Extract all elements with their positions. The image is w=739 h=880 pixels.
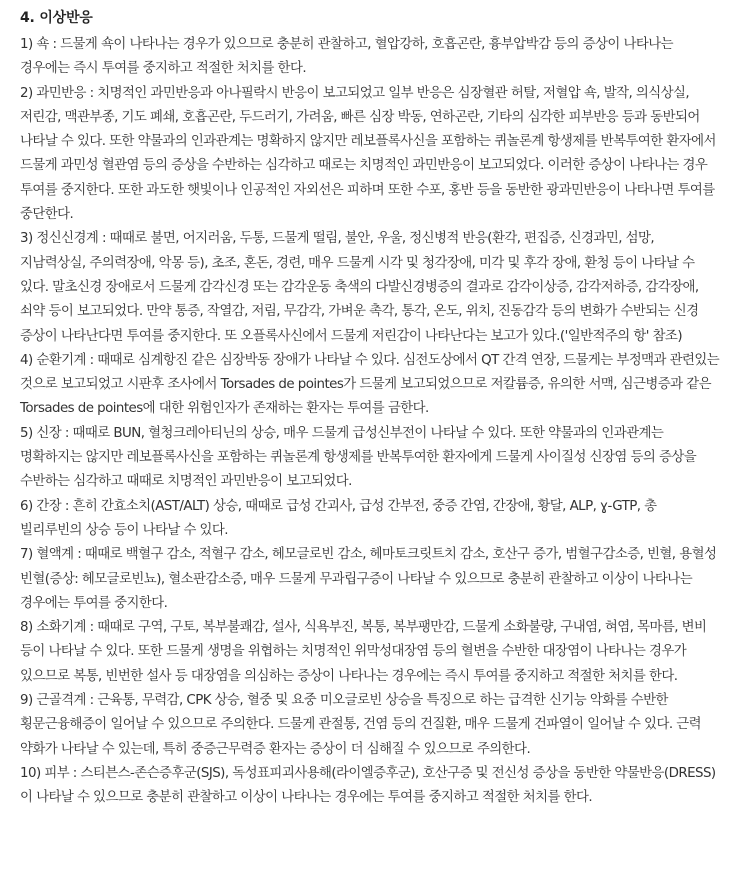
- item-skin: 10) 피부 : 스티븐스-존슨증후군(SJS), 독성표피괴사용해(라이엘증후군), 호산구증 및 전신성 증상을 동반한 약물반응(DRESS)이 나타날 수 있으므로 충분히 관찰하고 이상이 나타나는 경우에는 투여를 중지하고 적절한 처치를 한다.: [20, 765, 716, 806]
- item-hypersensitivity: 2) 과민반응 : 치명적인 과민반응과 아나필락시 반응이 보고되었고 일부 반응은 심장혈관 허탈, 저혈압 쇽, 발작, 의식상실, 저린감, 맥관부종, 기도 폐쇄, 호흡곤란, 두드러기, 가려움, 빠른 심장 박동, 연하곤란, 기타의 심각한 피부반응 등과 동반되어 나타날 수 있다. 또한 약물과의 인과관계는 명확하지 않지만 레보플록사신을 포함하는 퀴놀론계 항생제를 반복투여한 환자에서 드물게 과민성 혈관염 등의 증상을 수반하는 심각하고 때로는 치명적인 과민반응이 보고되었다. 이러한 증상이 나타나는 경우 투여를 중지한다. 또한 과도한 햇빛이나 인공적인 자외선은 피하며 또한 수포, 홍반 등을 동반한 광과민반응이 나타나면 투여를 중단한다.: [20, 85, 716, 223]
- item-shock: 1) 쇽 : 드물게 쇽이 나타나는 경우가 있으므로 충분히 관찰하고, 혈압강하, 호흡곤란, 흉부압박감 등의 증상이 나타나는 경우에는 즉시 투여를 중지하고 적절한 처치를 한다.: [20, 37, 674, 77]
- item-hepatic: 6) 간장 : 흔히 간효소치(AST/ALT) 상승, 때때로 급성 간괴사, 급성 간부전, 중증 간염, 간장애, 황달, ALP, ɣ-GTP, 총 빌리루빈의 상승 등이 나타날 수 있다.: [20, 498, 657, 538]
- item-musculoskeletal: 9) 근골격계 : 근육통, 무력감, CPK 상승, 혈중 및 요중 미오글로빈 상승을 특징으로 하는 급격한 신기능 악화를 수반한 횡문근융해증이 일어날 수 있으므로 주의한다. 드물게 관절통, 건염 등의 건질환, 매우 드물게 건파열이 일어날 수 있다. 근력 약화가 나타날 수 있는데, 특히 중증근무력증 환자는 증상이 더 심해질 수 있으므로 주의한다.: [20, 693, 702, 757]
- item-neuropsychiatric: 3) 정신신경계 : 때때로 불면, 어지러움, 두통, 드물게 떨림, 불안, 우울, 정신병적 반응(환각, 편집증, 신경과민, 섬망, 지남력상실, 주의력장애, 악몽 등), 초조, 혼돈, 경련, 매우 드물게 시각 및 청각장애, 미각 및 후각 장애, 환청 등이 나타날 수 있다. 말초신경 장애로서 드물게 감각신경 또는 감각운동 축색의 다발신경병증의 결과로 감각이상증, 감각저하증, 감각장애, 쇠약 등이 보고되었다. 만약 통증, 작열감, 저림, 무감각, 가벼운 촉각, 통각, 온도, 위치, 진동감각 등의 변화가 수반되는 신경 증상이 나타난다면 투여를 중지한다. 또 오플록사신에서 드물게 저린감이 나타난다는 보고가 있다.('일반적주의 항' 참조): [20, 231, 699, 344]
- item-renal: 5) 신장 : 때때로 BUN, 혈청크레아티닌의 상승, 매우 드물게 급성신부전이 나타날 수 있다. 또한 약물과의 인과관계는 명확하지는 않지만 레보플록사신을 포함하는 퀴놀론계 항생제를 반복투여한 환자에게 드물게 사이질성 신장염 등의 증상을 수반하는 심각하고 때때로 치명적인 과민반응이 보고되었다.: [20, 425, 697, 490]
- item-gastrointestinal: 8) 소화기계 : 때때로 구역, 구토, 복부불쾌감, 설사, 식욕부진, 복통, 복부팽만감, 드물게 소화불량, 구내염, 혀염, 목마름, 변비 등이 나타날 수 있다. 또한 드물게 생명을 위협하는 치명적인 위막성대장염 등의 혈변을 수반한 대장염이 나타나는 경우가 있으므로 복통, 빈번한 설사 등 대장염을 의심하는 증상이 나타나는 경우에는 즉시 투여를 중지하고 적절한 처치를 한다.: [20, 620, 707, 684]
- item-cardiovascular: 4) 순환기계 : 때때로 심계항진 같은 심장박동 장애가 나타날 수 있다. 심전도상에서 QT 간격 연장, 드물게는 부정맥과 관련있는 것으로 보고되었고 시판후 조사에서 Torsades de pointes가 드물게 보고되었으므로 저칼륨증, 유의한 서맥, 심근병증과 같은 Torsades de pointes에 대한 위험인자가 존재하는 환자는 투여를 금한다.: [20, 352, 720, 417]
- item-hematologic: 7) 혈액계 : 때때로 백혈구 감소, 적혈구 감소, 헤모글로빈 감소, 헤마토크릿트치 감소, 호산구 증가, 범혈구감소증, 빈혈, 용혈성 빈혈(증상: 헤모글로빈뇨), 혈소판감소증, 매우 드물게 무과립구증이 나타날 수 있으므로 충분히 관찰하고 이상이 나타나는 경우에는 투여를 중지한다.: [20, 547, 717, 611]
- section-title: 4. 이상반응: [20, 10, 93, 26]
